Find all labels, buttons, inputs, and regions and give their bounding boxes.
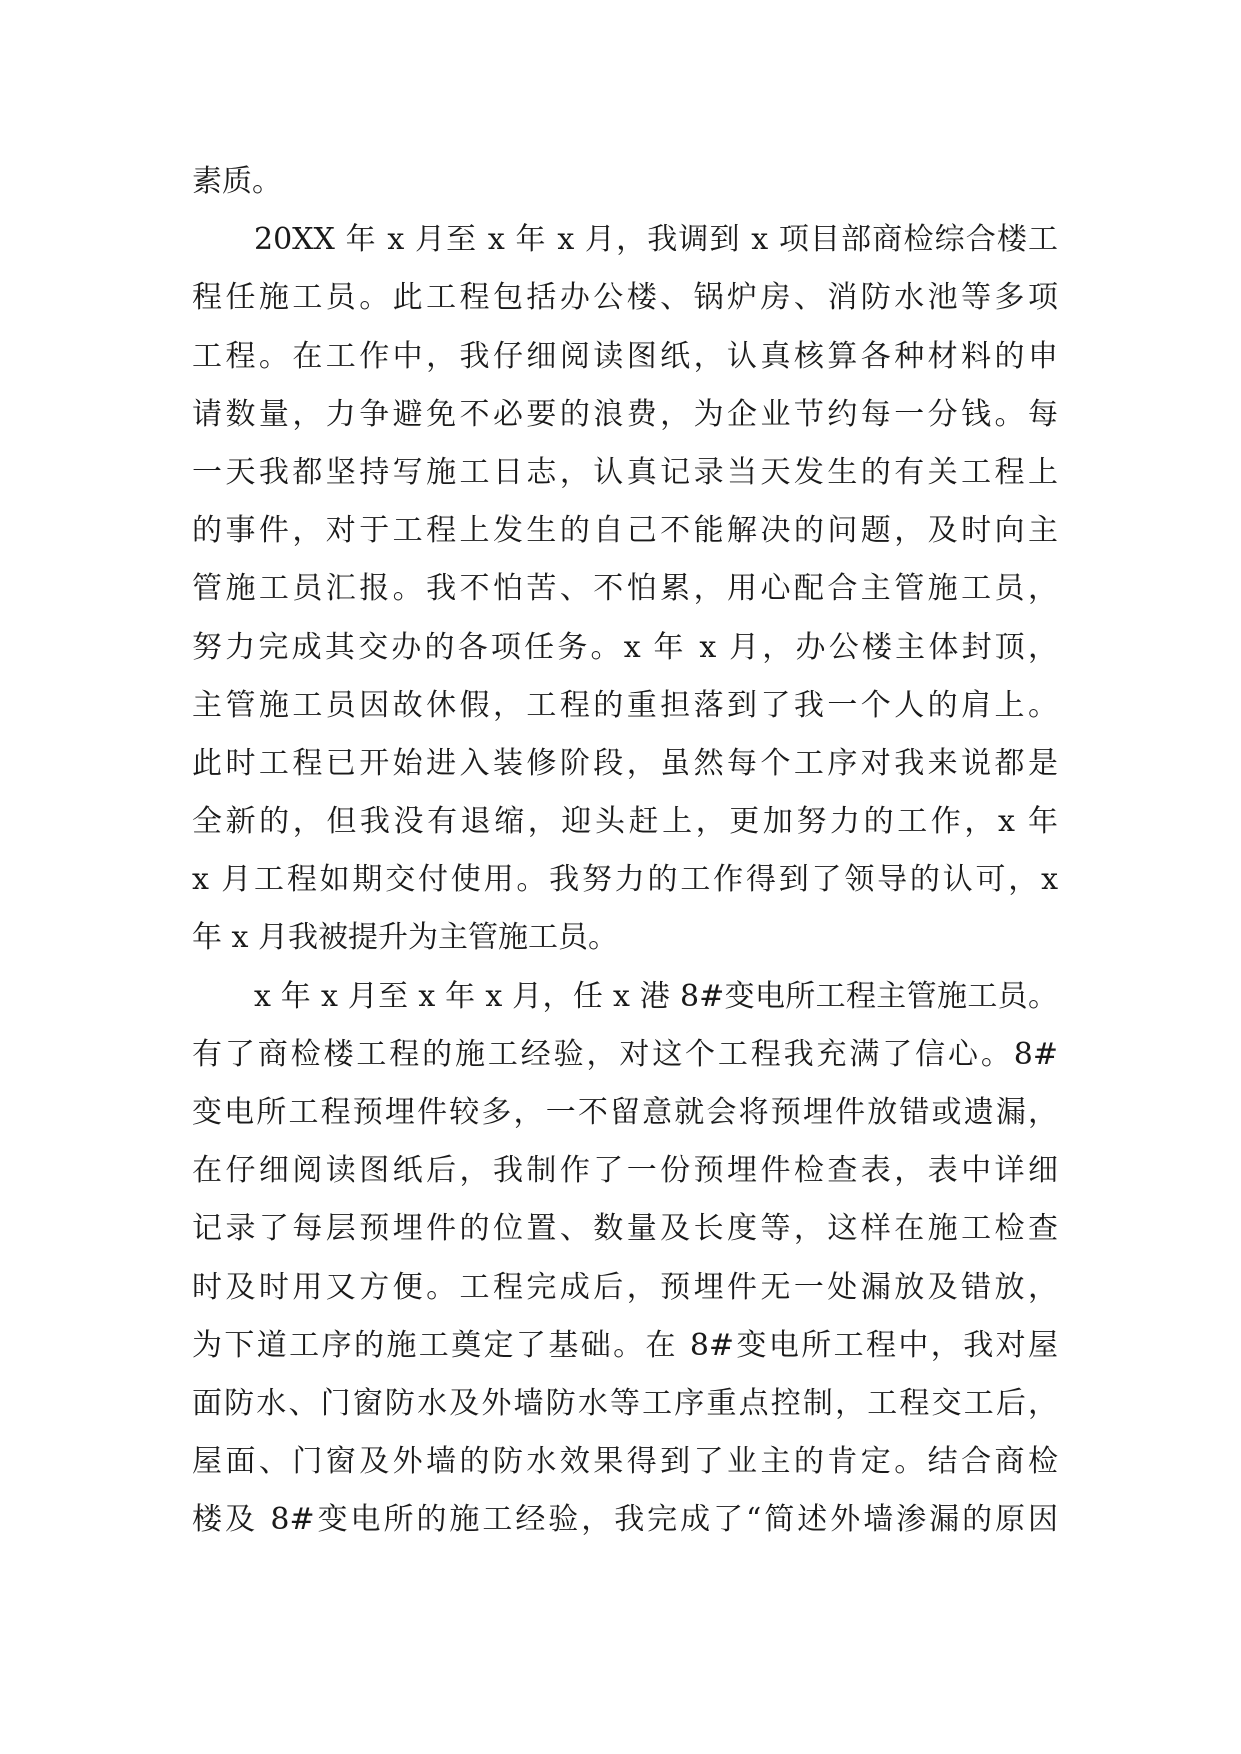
paragraph-line: 的事件，对于工程上发生的自己不能解决的问题，及时向主 (192, 513, 1058, 549)
paragraph-line: x 年 x 月至 x 年 x 月，任 x 港 8#变电所工程主管施工员。 (254, 978, 1058, 1014)
paragraph-line: 记录了每层预埋件的位置、数量及长度等，这样在施工检查 (192, 1211, 1058, 1247)
paragraph-line: 此时工程已开始进入装修阶段，虽然每个工序对我来说都是 (192, 745, 1058, 781)
paragraph-line: 年 x 月我被提升为主管施工员。 (192, 920, 618, 956)
paragraph-line: 时及时用又方便。工程完成后，预埋件无一处漏放及错放， (192, 1269, 1058, 1305)
paragraph-line: x 月工程如期交付使用。我努力的工作得到了领导的认可，x (192, 862, 1058, 898)
paragraph-line: 楼及 8#变电所的施工经验，我完成了“简述外墙渗漏的原因 (192, 1502, 1058, 1538)
paragraph-line: 屋面、门窗及外墙的防水效果得到了业主的肯定。结合商检 (192, 1444, 1058, 1480)
paragraph-line: 主管施工员因故休假，工程的重担落到了我一个人的肩上。 (192, 687, 1058, 723)
paragraph-line: 程任施工员。此工程包括办公楼、锅炉房、消防水池等多项 (192, 280, 1058, 316)
paragraph-line: 管施工员汇报。我不怕苦、不怕累，用心配合主管施工员， (192, 571, 1058, 607)
paragraph-line: 请数量，力争避免不必要的浪费，为企业节约每一分钱。每 (192, 396, 1058, 432)
paragraph-line: 工程。在工作中，我仔细阅读图纸，认真核算各种材料的申 (192, 338, 1058, 374)
paragraph-line: 20XX 年 x 月至 x 年 x 月，我调到 x 项目部商检综合楼工 (254, 222, 1058, 258)
paragraph-line: 为下道工序的施工奠定了基础。在 8#变电所工程中，我对屋 (192, 1327, 1058, 1363)
paragraph-line: 努力完成其交办的各项任务。x 年 x 月，办公楼主体封顶， (192, 629, 1058, 665)
paragraph-line: 面防水、门窗防水及外墙防水等工序重点控制，工程交工后， (192, 1385, 1058, 1421)
paragraph-line: 全新的，但我没有退缩，迎头赶上，更加努力的工作，x 年 (192, 804, 1058, 840)
paragraph-line: 变电所工程预埋件较多，一不留意就会将预埋件放错或遗漏， (192, 1095, 1058, 1130)
paragraph-1 (192, 211, 1058, 967)
paragraph-2 (192, 968, 1058, 1550)
document-body (192, 153, 1058, 1550)
continuation-line: 素质。 (192, 164, 282, 199)
paragraph-line: 一天我都坚持写施工日志，认真记录当天发生的有关工程上 (192, 454, 1058, 490)
paragraph-line: 在仔细阅读图纸后，我制作了一份预埋件检查表，表中详细 (192, 1153, 1058, 1189)
paragraph-line: 有了商检楼工程的施工经验，对这个工程我充满了信心。8# (192, 1036, 1058, 1072)
